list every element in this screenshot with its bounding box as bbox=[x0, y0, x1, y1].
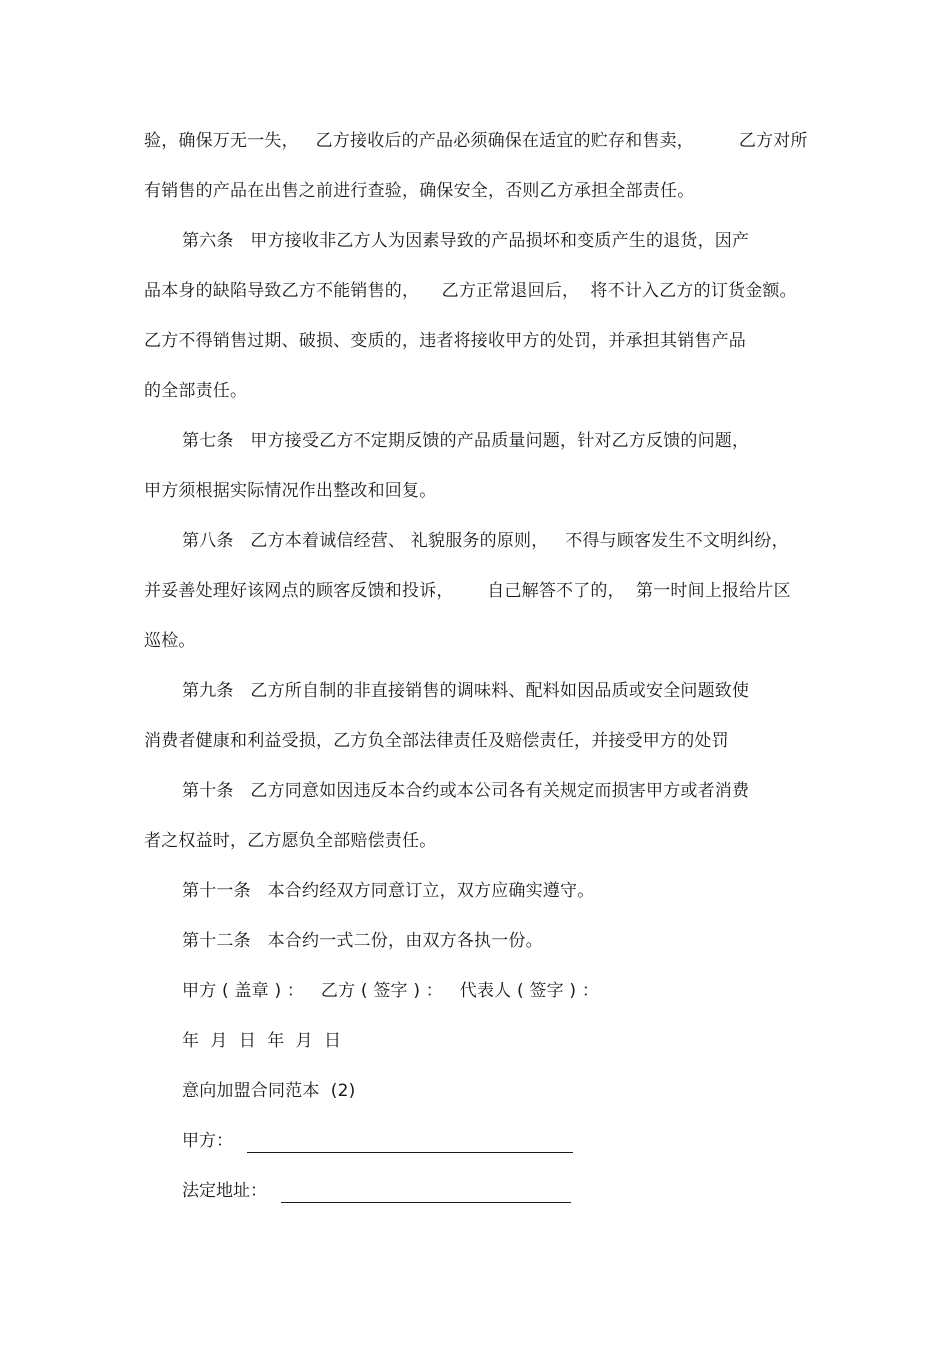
article-6-line-4: 的全部责任。 bbox=[144, 381, 248, 401]
signature-line: 甲方 ( 盖章 ) ： 乙方 ( 签字 ) ： 代表人 ( 签字 ) ： bbox=[182, 981, 600, 1001]
article-10-line-2: 者之权益时，乙方愿负全部赔偿责任。 bbox=[144, 831, 437, 851]
date-line: 年 月 日 年 月 日 bbox=[182, 1031, 342, 1051]
article-9-line-1: 第九条 乙方所自制的非直接销售的调味料、配料如因品质或安全问题致使 bbox=[182, 681, 750, 701]
section-title: 意向加盟合同范本 (2) bbox=[182, 1081, 356, 1101]
text-line-2: 有销售的产品在出售之前进行查验，确保安全，否则乙方承担全部责任。 bbox=[144, 181, 695, 201]
article-6-line-2: 品本身的缺陷导致乙方不能销售的， 乙方正常退回后， 将不计入乙方的订货金额。 bbox=[144, 281, 797, 301]
legal-address-label: 法定地址： bbox=[182, 1181, 267, 1201]
article-8-line-2: 并妥善处理好该网点的顾客反馈和投诉， 自己解答不了的， 第一时间上报给片区 bbox=[144, 581, 791, 601]
article-6-line-1: 第六条 甲方接收非乙方人为因素导致的产品损坏和变质产生的退货，因产 bbox=[182, 231, 750, 251]
text-line-1: 验，确保万无一失， 乙方接收后的产品必须确保在适宜的贮存和售卖， 乙方对所 bbox=[144, 131, 808, 151]
article-9-line-2: 消费者健康和利益受损，乙方负全部法律责任及赔偿责任，并接受甲方的处罚 bbox=[144, 731, 729, 751]
article-6-line-3: 乙方不得销售过期、破损、变质的，违者将接收甲方的处罚，并承担其销售产品 bbox=[144, 331, 746, 351]
party-a-field bbox=[182, 1129, 573, 1153]
party-a-label: 甲方： bbox=[182, 1131, 233, 1151]
article-11: 第十一条 本合约经双方同意订立，双方应确实遵守。 bbox=[182, 881, 595, 901]
legal-address-blank bbox=[281, 1184, 571, 1203]
article-7-line-1: 第七条 甲方接受乙方不定期反馈的产品质量问题，针对乙方反馈的问题， bbox=[182, 431, 750, 451]
party-a-blank bbox=[247, 1134, 573, 1153]
legal-address-field bbox=[182, 1179, 571, 1203]
article-8-line-3: 巡检。 bbox=[144, 631, 196, 651]
article-12: 第十二条 本合约一式二份，由双方各执一份。 bbox=[182, 931, 543, 951]
article-7-line-2: 甲方须根据实际情况作出整改和回复。 bbox=[144, 481, 437, 501]
article-10-line-1: 第十条 乙方同意如因违反本合约或本公司各有关规定而损害甲方或者消费 bbox=[182, 781, 750, 801]
article-8-line-1: 第八条 乙方本着诚信经营、 礼貌服务的原则， 不得与顾客发生不文明纠纷， bbox=[182, 531, 789, 551]
